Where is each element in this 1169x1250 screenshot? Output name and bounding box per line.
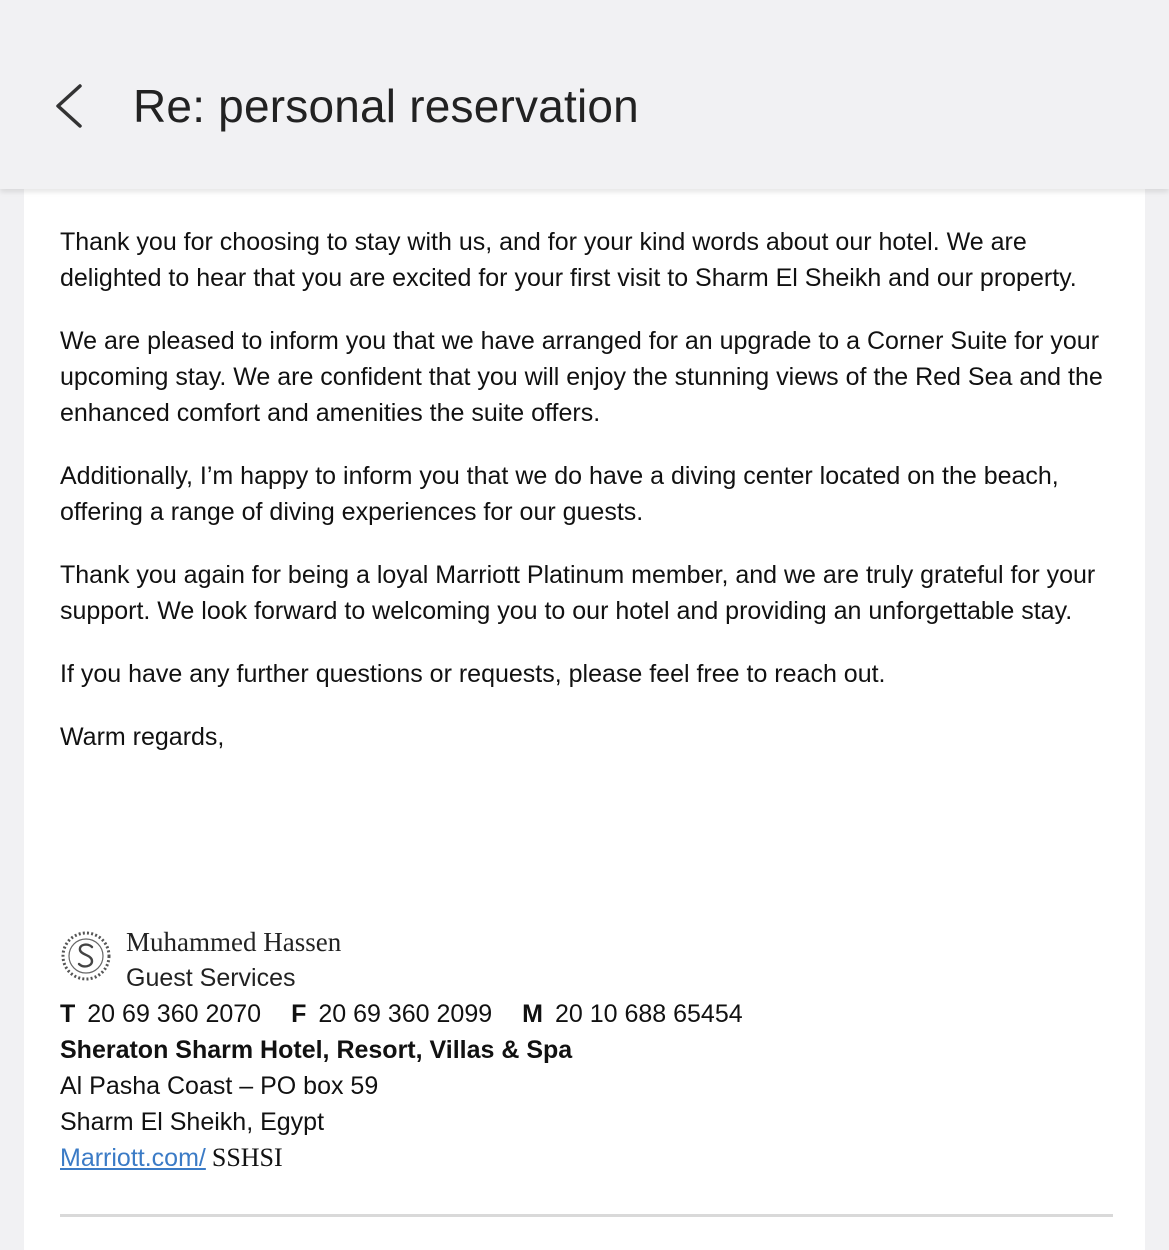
email-paragraph: If you have any further questions or requests, please feel free to reach out. <box>60 660 886 688</box>
marriott-link[interactable]: Marriott.com/ <box>60 1144 206 1172</box>
signature-hotel-name: Sheraton Sharm Hotel, Resort, Villas & Spa <box>60 1036 573 1064</box>
mobile-number: 20 10 688 65454 <box>554 1000 743 1028</box>
email-body-card <box>24 150 1145 1250</box>
fax-number: 20 69 360 2099 <box>318 1000 493 1028</box>
signature-role: Guest Services <box>126 964 296 992</box>
signature-link-line <box>60 1140 283 1176</box>
app-header <box>0 0 1169 189</box>
signature-address-line-1: Al Pasha Coast – PO box 59 <box>60 1072 379 1100</box>
hotel-code: SSHSI <box>211 1143 283 1172</box>
phone-label: T <box>60 1000 76 1028</box>
signature-phone-line <box>60 996 743 1032</box>
chevron-left-icon <box>48 78 92 134</box>
signature-name: Muhammed Hassen <box>126 927 342 957</box>
email-body <box>60 224 1120 782</box>
signature-address-line-2: Sharm El Sheikh, Egypt <box>60 1108 325 1136</box>
back-button[interactable] <box>48 78 92 134</box>
divider <box>60 1214 1113 1217</box>
email-paragraph: We are pleased to inform you that we have arranged for an upgrade to a Corner Suite for your upcoming stay. We are confident that you will enjoy the stunning views of the Red Sea and the enhanced comfort and amenities the suite offers. <box>60 327 1103 427</box>
fax-label: F <box>291 1000 307 1028</box>
email-closing: Warm regards, <box>60 723 225 751</box>
email-paragraph: Thank you for choosing to stay with us, and for your kind words about our hotel. We are delighted to hear that you are excited for your first visit to Sharm El Sheikh and our property. <box>60 228 1077 292</box>
page-title: Re: personal reservation <box>133 80 639 132</box>
sheraton-logo-icon <box>60 930 112 982</box>
phone-number: 20 69 360 2070 <box>87 1000 262 1028</box>
email-paragraph: Thank you again for being a loyal Marriott Platinum member, and we are truly grateful for your support. We look forward to welcoming you to our hotel and providing an unforgettable stay. <box>60 561 1096 625</box>
mobile-label: M <box>522 1000 543 1028</box>
email-paragraph: Additionally, I’m happy to inform you that we do have a diving center located on the beach, offering a range of diving experiences for our guests. <box>60 462 1059 526</box>
